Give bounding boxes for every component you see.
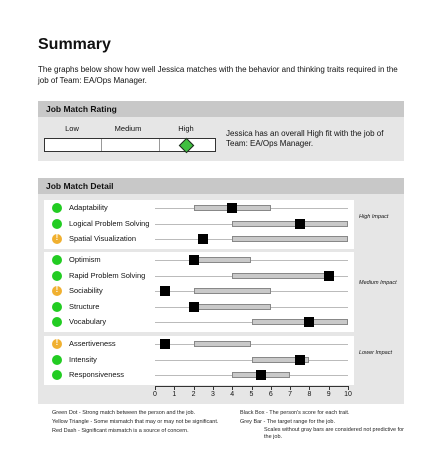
axis-tick bbox=[348, 386, 349, 390]
trait-label: Rapid Problem Solving bbox=[69, 270, 146, 280]
rating-level-medium: Medium bbox=[114, 124, 142, 133]
scale-divider bbox=[101, 139, 102, 151]
axis-tick-label: 1 bbox=[172, 391, 177, 398]
score-box bbox=[189, 255, 199, 265]
target-range-bar bbox=[194, 304, 271, 310]
legend-note: Scales without gray bars are considered not predictive for the job. bbox=[264, 427, 405, 440]
target-range-bar bbox=[232, 273, 329, 279]
trait-row bbox=[44, 254, 354, 266]
legend-black: Black Box - The person's score for each trait. bbox=[240, 410, 350, 416]
axis-tick-label: 9 bbox=[326, 391, 331, 398]
target-range-bar bbox=[194, 341, 252, 347]
trait-label: Assertiveness bbox=[69, 339, 116, 348]
trait-row bbox=[44, 369, 354, 381]
axis-tick-label: 6 bbox=[268, 391, 273, 398]
axis-tick bbox=[194, 386, 195, 390]
green-dot-icon bbox=[52, 317, 62, 327]
score-box bbox=[295, 355, 305, 365]
green-dot-icon bbox=[52, 271, 62, 281]
score-box bbox=[227, 203, 237, 213]
axis-tick bbox=[329, 386, 330, 390]
trait-row bbox=[44, 316, 354, 328]
trait-label: Spatial Visualization bbox=[69, 234, 136, 243]
axis-tick-label: 7 bbox=[288, 391, 293, 398]
score-box bbox=[256, 370, 266, 380]
target-range-bar bbox=[252, 319, 349, 325]
score-box bbox=[324, 271, 334, 281]
target-range-bar bbox=[232, 236, 348, 242]
axis-tick bbox=[271, 386, 272, 390]
trait-row bbox=[44, 233, 354, 245]
green-dot-icon bbox=[52, 355, 62, 365]
rating-level-low: Low bbox=[65, 124, 79, 133]
yellow-triangle-icon bbox=[52, 234, 62, 244]
job-match-detail-heading: Job Match Detail bbox=[38, 178, 404, 194]
axis-tick-label: 3 bbox=[210, 391, 215, 398]
intro-text: The graphs below show how well Jessica matches with the behavior and thinking traits required in the job of Team: EA/Ops Manager. bbox=[38, 65, 398, 85]
trait-row bbox=[44, 338, 354, 350]
impact-label: Medium Impact bbox=[359, 280, 397, 286]
green-dot-icon bbox=[52, 302, 62, 312]
axis-tick-label: 5 bbox=[249, 391, 254, 398]
trait-label: Optimism bbox=[69, 255, 101, 264]
score-box bbox=[198, 234, 208, 244]
target-range-bar bbox=[232, 221, 348, 227]
green-dot-icon bbox=[52, 370, 62, 380]
trait-label: Vocabulary bbox=[69, 317, 107, 326]
trait-label: Responsiveness bbox=[69, 370, 125, 379]
trait-row bbox=[44, 285, 354, 297]
score-box bbox=[304, 317, 314, 327]
legend-yellow: Yellow Triangle - Some mismatch that may or may not be significant. bbox=[52, 419, 219, 425]
axis-tick bbox=[290, 386, 291, 390]
target-range-bar bbox=[194, 288, 271, 294]
axis-tick bbox=[252, 386, 253, 390]
scale-divider bbox=[159, 139, 160, 151]
axis-tick bbox=[309, 386, 310, 390]
legend-left bbox=[52, 409, 232, 436]
axis-tick-label: 2 bbox=[191, 391, 196, 398]
trait-track bbox=[155, 260, 348, 261]
rating-level-high: High bbox=[178, 124, 194, 133]
trait-label: Structure bbox=[69, 301, 100, 311]
axis-tick-label: 0 bbox=[153, 391, 157, 398]
trait-label: Logical Problem Solving bbox=[69, 218, 150, 228]
trait-row bbox=[44, 202, 354, 214]
axis-tick bbox=[174, 386, 175, 390]
trait-label: Adaptability bbox=[69, 203, 108, 212]
axis-tick bbox=[232, 386, 233, 390]
legend-right bbox=[240, 409, 410, 441]
trait-track bbox=[155, 344, 348, 345]
green-dot-icon bbox=[52, 203, 62, 213]
trait-label: Intensity bbox=[69, 354, 97, 364]
impact-label: Lower Impact bbox=[359, 350, 393, 356]
legend-red: Red Dash - Significant mismatch is a source of concern. bbox=[52, 428, 189, 434]
page-title: Summary bbox=[38, 36, 111, 53]
trait-row bbox=[44, 270, 354, 282]
trait-row bbox=[44, 354, 354, 366]
score-box bbox=[295, 219, 305, 229]
legend-green: Green Dot - Strong match between the person and the job. bbox=[52, 410, 196, 416]
axis-tick-label: 10 bbox=[344, 391, 352, 398]
impact-label: High Impact bbox=[359, 214, 389, 220]
score-box bbox=[160, 286, 170, 296]
axis-tick-label: 4 bbox=[230, 391, 235, 398]
axis-tick-label: 8 bbox=[307, 391, 312, 398]
axis-tick bbox=[213, 386, 214, 390]
green-dot-icon bbox=[52, 255, 62, 265]
trait-label: Sociability bbox=[69, 286, 103, 295]
job-match-rating-heading: Job Match Rating bbox=[38, 101, 404, 117]
axis-tick bbox=[155, 386, 156, 390]
yellow-triangle-icon bbox=[52, 339, 62, 349]
trait-row bbox=[44, 301, 354, 313]
target-range-bar bbox=[194, 257, 252, 263]
yellow-triangle-icon bbox=[52, 286, 62, 296]
rating-summary: Jessica has an overall High fit with the job of Team: EA/Ops Manager. bbox=[226, 129, 384, 148]
legend-grey: Grey Bar - The target range for the job. bbox=[240, 419, 335, 425]
trait-row bbox=[44, 218, 354, 230]
score-box bbox=[189, 302, 199, 312]
score-box bbox=[160, 339, 170, 349]
green-dot-icon bbox=[52, 219, 62, 229]
